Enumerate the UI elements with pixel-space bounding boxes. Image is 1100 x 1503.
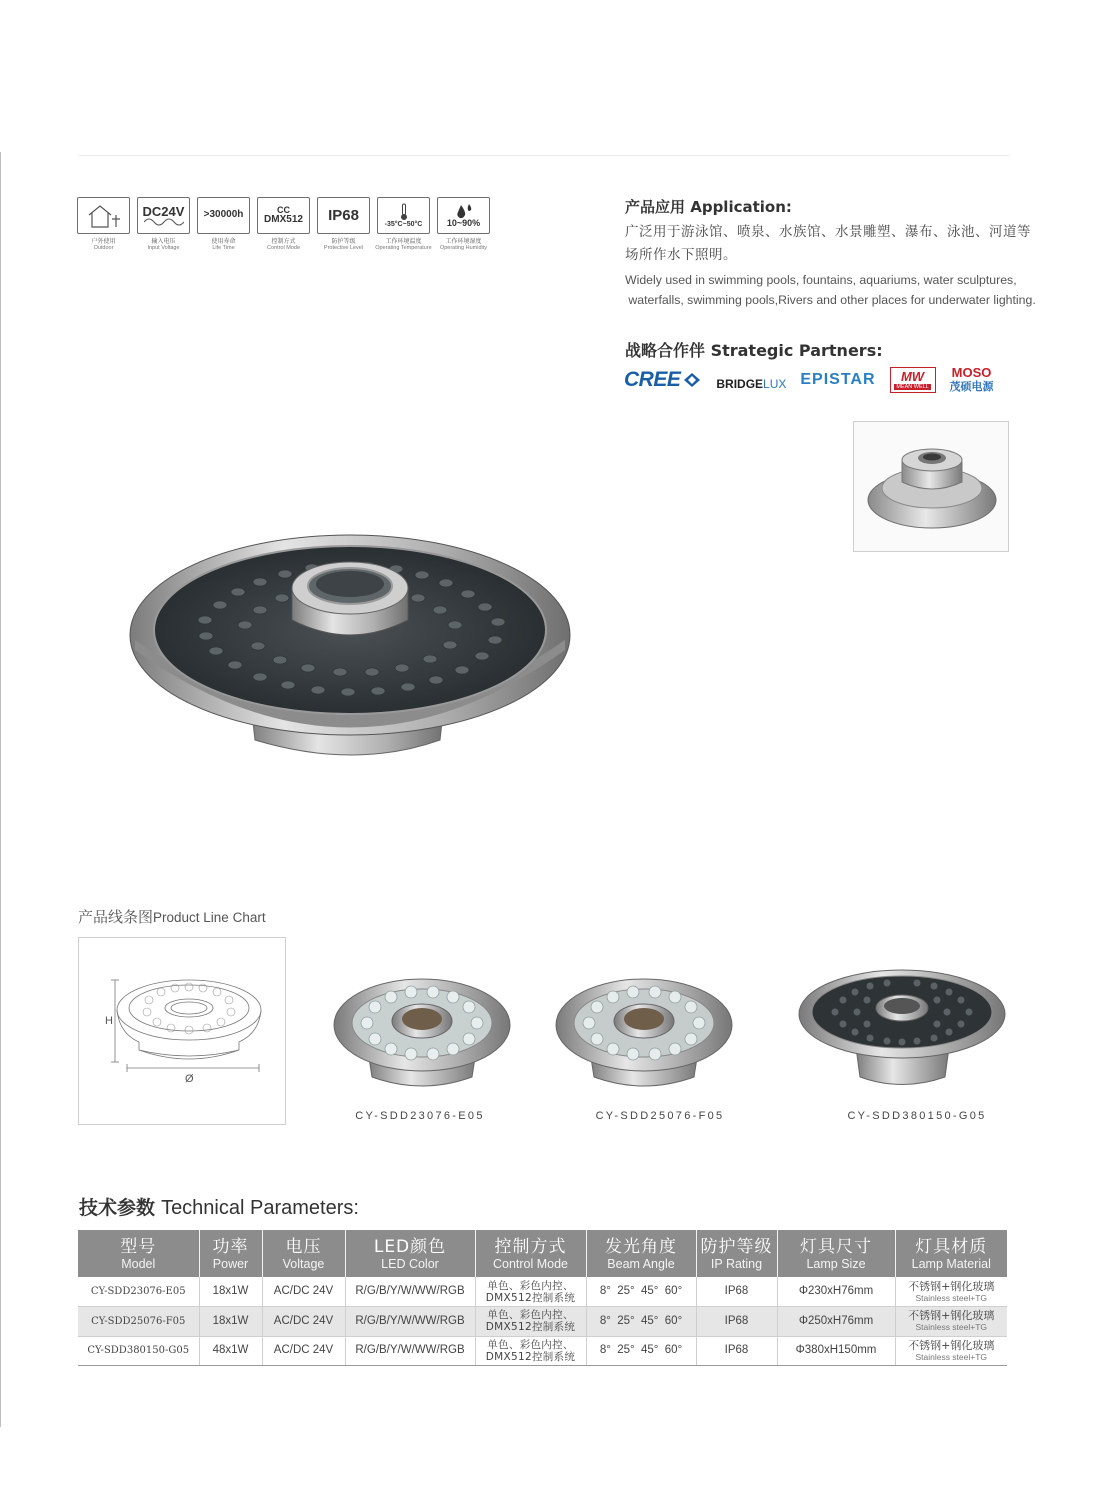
sine-wave-icon bbox=[144, 218, 184, 226]
lamp-rear-image bbox=[854, 422, 1010, 553]
application-title: 产品应用 Application: bbox=[625, 198, 792, 216]
variant-image-g05 bbox=[795, 962, 1010, 1092]
table-row: CY-SDD380150-G05 48x1W AC/DC 24V R/G/B/Y/W/WW/RGB 单色、彩色内控、 DMX512控制系统 8° 25° 45° 60° IP68 Φ380xH150mm 不锈钢+钢化玻璃 Stainless steel+TG bbox=[78, 1336, 1007, 1366]
spec-value: CC bbox=[277, 204, 290, 215]
application-section bbox=[625, 196, 1075, 310]
spec-label-zh: 工作环境温度 bbox=[385, 238, 422, 245]
moso-logo: MOSO 茂硕电源 bbox=[949, 365, 994, 393]
column-header: 控制方式 Control Mode bbox=[475, 1230, 586, 1277]
tech-params-table bbox=[78, 1230, 1007, 1366]
house-outdoor-icon bbox=[84, 201, 124, 231]
spec-label-zh: 控制方式 bbox=[271, 238, 296, 245]
spec-lifetime bbox=[197, 197, 250, 251]
line-drawing-box bbox=[78, 937, 286, 1125]
partners-title: 战略合作伴 Strategic Partners: bbox=[625, 341, 883, 360]
page-edge-line bbox=[0, 152, 1, 1427]
spec-label-en: Life Time bbox=[212, 245, 235, 251]
epistar-logo: EPISTAR bbox=[800, 370, 876, 388]
spec-label-en: Protective Level bbox=[323, 245, 364, 251]
column-header: LED颜色 LED Color bbox=[345, 1230, 475, 1277]
thermometer-icon bbox=[399, 203, 409, 221]
spec-label-zh: 工作环境湿度 bbox=[445, 238, 482, 245]
table-row: CY-SDD25076-F05 18x1W AC/DC 24V R/G/B/Y/W/WW/RGB 单色、彩色内控、 DMX512控制系统 8° 25° 45° 60° IP68 Φ250xH76mm 不锈钢+钢化玻璃 Stainless steel+TG bbox=[78, 1307, 1007, 1337]
height-label: H bbox=[105, 1015, 113, 1027]
spec-value: -35°C~50°C bbox=[384, 220, 423, 228]
variant-image-f05 bbox=[549, 965, 739, 1095]
partner-logos bbox=[624, 366, 994, 393]
spec-label-zh: 防护等级 bbox=[331, 238, 356, 245]
spec-icon-row bbox=[77, 197, 490, 251]
bridgelux-logo: BRIDGELUX bbox=[716, 376, 787, 391]
water-drops-icon bbox=[453, 203, 475, 219]
column-header: 灯具材质 Lamp Material bbox=[895, 1230, 1007, 1277]
spec-label-zh: 输入电压 bbox=[151, 238, 176, 245]
table-header-row bbox=[78, 1230, 1007, 1277]
variant-image-e05 bbox=[327, 965, 517, 1095]
column-header: 型号 Model bbox=[78, 1230, 199, 1277]
spec-value: IP68 bbox=[328, 206, 359, 224]
main-product-image bbox=[120, 520, 590, 780]
diameter-label: Ø bbox=[185, 1073, 194, 1085]
spec-label-en: Control Mode bbox=[266, 245, 301, 251]
cree-logo: CREE bbox=[624, 368, 702, 392]
diamond-icon bbox=[682, 372, 702, 388]
spec-temperature bbox=[377, 197, 430, 251]
spec-label-en: Input Voltage bbox=[147, 245, 180, 251]
column-header: 防护等级 IP Rating bbox=[696, 1230, 777, 1277]
line-drawing bbox=[79, 938, 287, 1126]
spec-value: 10~90% bbox=[446, 217, 481, 228]
spec-value: >30000h bbox=[203, 209, 244, 221]
spec-label-zh: 户外使用 bbox=[91, 238, 116, 245]
spec-label-zh: 使用寿命 bbox=[211, 238, 236, 245]
spec-control bbox=[257, 197, 310, 251]
product-line-title: 产品线条图Product Line Chart bbox=[78, 908, 266, 926]
spec-value: DMX512 bbox=[264, 213, 303, 225]
spec-humidity bbox=[437, 197, 490, 251]
variant-label: CY-SDD23076-E05 bbox=[355, 1110, 485, 1122]
spec-label-en: Operating Temperature bbox=[375, 245, 432, 251]
tech-params-title: 技术参数 Technical Parameters: bbox=[79, 1197, 359, 1219]
column-header: 电压 Voltage bbox=[262, 1230, 345, 1277]
variant-label: CY-SDD380150-G05 bbox=[847, 1110, 987, 1122]
rear-view-thumbnail bbox=[853, 421, 1009, 552]
table-row: CY-SDD23076-E05 18x1W AC/DC 24V R/G/B/Y/W/WW/RGB 单色、彩色内控、 DMX512控制系统 8° 25° 45° 60° IP68 Φ230xH76mm 不锈钢+钢化玻璃 Stainless steel+TG bbox=[78, 1277, 1007, 1307]
spec-ip bbox=[317, 197, 370, 251]
column-header: 发光角度 Beam Angle bbox=[586, 1230, 696, 1277]
column-header: 功率 Power bbox=[199, 1230, 262, 1277]
spec-outdoor bbox=[77, 197, 130, 251]
application-text-en: Widely used in swimming pools, fountains, aquariums, water sculptures, waterfalls, swimming pools,Rivers and other places for underwater lighting. bbox=[625, 273, 1036, 307]
meanwell-logo: MW MEAN WELL bbox=[890, 367, 936, 393]
spec-value: DC24V bbox=[142, 203, 185, 219]
spec-label-en: Outdoor bbox=[93, 245, 114, 251]
spec-label-en: Operating Humidity bbox=[439, 245, 488, 251]
header-divider bbox=[78, 155, 1010, 156]
column-header: 灯具尺寸 Lamp Size bbox=[777, 1230, 895, 1277]
variant-label: CY-SDD25076-F05 bbox=[595, 1110, 725, 1122]
application-text-zh: 广泛用于游泳馆、喷泉、水族馆、水景雕塑、瀑布、泳池、河道等场所作水下照明。 bbox=[625, 224, 1031, 263]
spec-voltage bbox=[137, 197, 190, 251]
